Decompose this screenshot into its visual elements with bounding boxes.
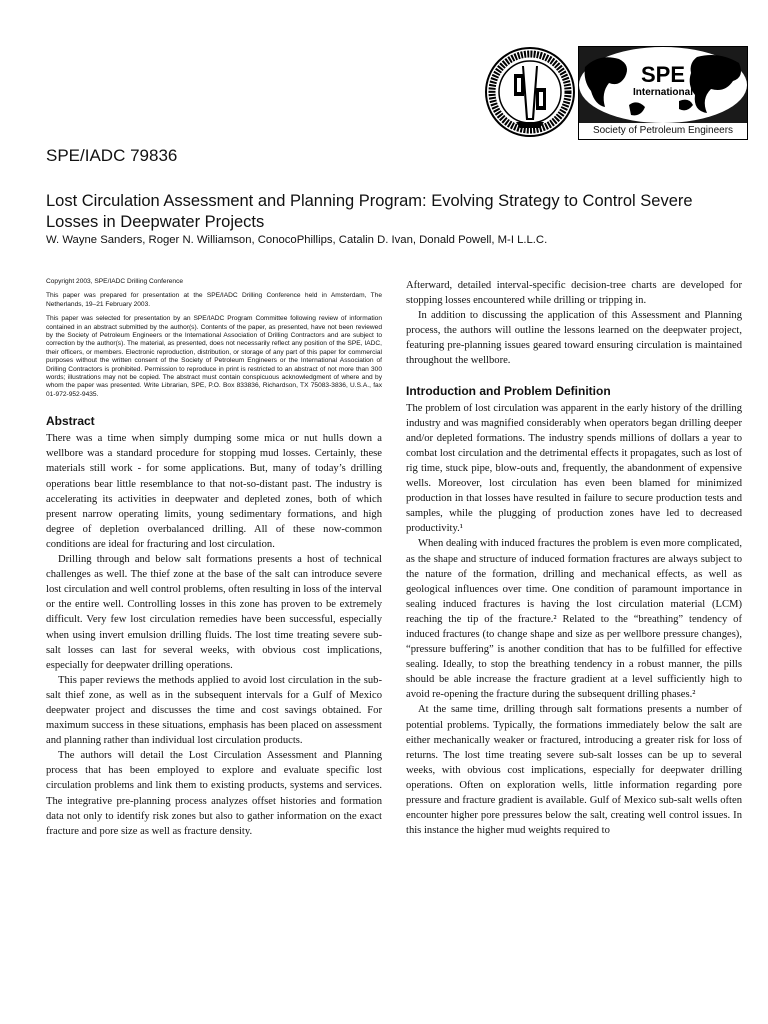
spe-sub: International [632,87,693,98]
prep-note: This paper was prepared for presentation at the SPE/IADC Drilling Conference held in Amsterdam, The Netherlands, 19–21 February 2003. [46,292,382,308]
intro-paragraph: When dealing with induced fractures the problem is even more complicated, as the shape and structure of induced formation fractures are always subject to the nature of the formation, drilling and mechanical effects, as well as geological influences over time. One condition of paramount importance in sealing induced fractures is having the lost circulation material (LCM) reaching the tip of the fracture.² Related to the “breathing” tendency of induced fractures (to change shape and size as per wellbore pressure changes), “pressure buffering” is another condition that has to be fulfilled for effective sealing. Ideally, to stop the breathing tendency in a robust manner, the pills should be able increase the fracture gradient at a level sufficiently high to avoid re-opening the fracture during the subsequent drilling phases.² [406,538,742,701]
intro-paragraph: The problem of lost circulation was apparent in the early history of the drilling industry and was magnified considerably when operators began drilling deeper and/or depleted formations. The industry spends millions of dollars a year to combat lost circulation and the detrimental effects it propagates, such as lost of rig time, stuck pipe, blow-outs and, frequently, the abandonment of expensive wells. Moreover, lost circulation has even been blamed for minimized production in that losses have resulted in failure to secure production tests and samples, while the plugging of production zones have led to decreased productivity.¹ [406,402,742,535]
selection-note: This paper was selected for presentation by an SPE/IADC Program Committee following review of information contained in an abstract submitted by the author(s). Contents of the paper, as presented, have not been reviewed by the Society of Petroleum Engineers or the International Association of Drilling Contractors and are subject to correction by the author(s). The material, as presented, does not necessarily reflect any position of the SPE, IADC, their officers, or members. Electronic reproduction, distribution, or storage of any part of this paper for commercial purposes without the written consent of the Society of Petroleum Engineers or the International Association of Drilling Contractors is prohibited. Permission to reproduce in print is restricted to an abstract of not more than 300 words; illustrations may not be copied. The abstract must contain conspicuous acknowledgment of where and by whom the paper was presented. Write Librarian, SPE, P.O. Box 833836, Richardson, TX 75083-3836, U.S.A., fax 01-972-952-9435. [46,315,382,398]
iadc-logo [484,46,576,138]
abstract-continuation: In addition to discussing the application of this Assessment and Planning process, the authors will outline the lessons learned on the deepwater project, featuring pre-planning issues geared toward ensuring circulation is maintained throughout the wellbore. [406,310,742,367]
copyright-note: Copyright 2003, SPE/IADC Drilling Conference [46,278,184,285]
abstract-continuation: Afterward, detailed interval-specific decision-tree charts are developed for stopping losses encountered while drilling or tripping in. [406,280,742,307]
world-map-graphic [579,47,747,123]
abstract-paragraph: Drilling through and below salt formations presents a host of technical challenges as well. The thief zone at the base of the salt can introduce severe lost circulation and well control problems, often resulting in loss of the interval or the entire well. Controlling losses in this zone has proven to be extremely difficult. Very few lost circulation remedies have been successful, especially when using invert emulsion drilling fluids. The lost time treating severe sub-salt losses can last for several weeks, with obvious cost implications, especially for deepwater drilling operations. [46,554,382,671]
paper-id: SPE/IADC 79836 [46,146,178,165]
introduction-heading: Introduction and Problem Definition [406,383,611,398]
abstract-paragraph: The authors will detail the Lost Circulation Assessment and Planning process that has been employed to explore and evaluate specific lost circulation problems and link them to existing products, systems and services. The integrative pre-planning process analyzes offset histories and formation data not only to identify risk zones but also to gather information on the exact fracture and pore size as well as fracture density. [46,750,382,837]
authors: W. Wayne Sanders, Roger N. Williamson, ConocoPhillips, Catalin D. Ivan, Donald Powell, M-I L.L.C. [46,234,548,246]
spe-logo [578,46,748,140]
spe-wordmark: SPE [640,62,686,87]
paper-title: Lost Circulation Assessment and Planning Program: Evolving Strategy to Control Severe Losses in Deepwater Projects [46,192,693,231]
abstract-heading: Abstract [46,414,95,429]
abstract-paragraph: This paper reviews the methods applied to avoid lost circulation in the sub-salt thief zone, as well as in the subsequent intervals for a Gulf of Mexico deepwater project and discusses the time and cost savings obtained. For maximum success in these situations, emphasis has been placed on assessment and planning rather than individual lost circulation products. [46,674,382,747]
abstract-paragraph: There was a time when simply dumping some mica or nut hulls down a wellbore was a standard procedure for stopping mud losses. Certainly, these materials still work - for some applications. But, many of today’s drilling operations bear little resemblance to that not-so-distant past. The industry is accelerating its activities in deepwater and depleted zones, both of which present narrow operating limits, young sedimentary formations, and high degree of depletion overbalanced drilling. All of these now-common conditions are ideal for fracturing and lost circulation. [46,433,382,550]
spe-caption: Society of Petroleum Engineers [579,123,747,139]
left-column [46,278,382,839]
right-column [406,278,742,838]
logo-area [484,44,746,142]
intro-paragraph: At the same time, drilling through salt formations presents a number of potential problems. Typically, the formations immediately below the salt are either mechanically weaker or fractured, introducing a greater risk for loss of returns. The lost time treating severe sub-salt losses can be up to several weeks, with obvious cost implications, especially for deepwater drilling operations. Often on exploration wells, little information regarding pore pressure and fracture gradient is available. Gulf of Mexico sub-salt wells often encounter higher pore pressures below the salt, creating well control issues. In this instance the higher mud weights required to [406,704,742,837]
